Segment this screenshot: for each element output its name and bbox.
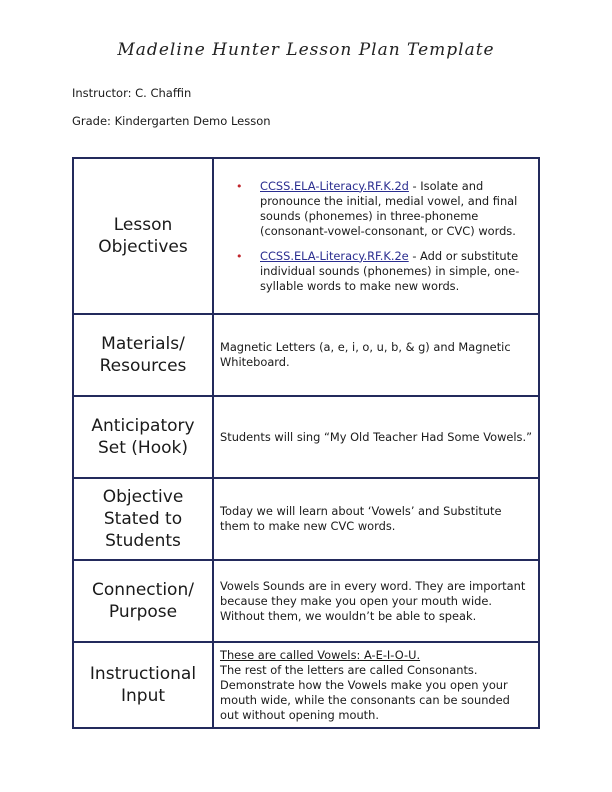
content-objective-stated: Today we will learn about ‘Vowels’ and Substitute them to make new CVC words. (213, 478, 539, 560)
row-lesson-objectives (73, 158, 539, 314)
label-line: Students (105, 531, 181, 551)
page-title: Madeline Hunter Lesson Plan Template (117, 40, 495, 60)
label-line: Instructional (89, 664, 197, 684)
instructor-line: Instructor: C. Chaffin (72, 86, 192, 100)
label-line: Objective (102, 487, 184, 507)
standard-link[interactable]: CCSS.ELA-Literacy.RF.K.2d (260, 178, 409, 193)
objective-item (236, 178, 532, 239)
bullet-icon: • (236, 249, 243, 263)
standard-link[interactable]: CCSS.ELA-Literacy.RF.K.2e (260, 248, 409, 263)
content-lesson-objectives (213, 158, 539, 314)
row-objective-stated (73, 478, 539, 560)
label-line: Purpose (108, 602, 178, 622)
label-line: Stated to (103, 509, 183, 529)
label-line: Resources (99, 356, 187, 376)
label-line: Connection/ (92, 580, 194, 600)
label-connection-purpose (73, 560, 213, 642)
label-line: Set (Hook) (97, 438, 188, 458)
grade-line: Grade: Kindergarten Demo Lesson (72, 114, 271, 128)
label-anticipatory-set (73, 396, 213, 478)
label-instructional-input (73, 642, 213, 728)
content-connection-purpose: Vowels Sounds are in every word. They are important because they make you open your mouth wide. Without them, we wouldn’t be able to speak. (213, 560, 539, 642)
label-line: Anticipatory (91, 416, 195, 436)
objective-text: - Isolate and pronounce the initial, medial vowel, and final sounds (phonemes) in three-phoneme (consonant-vowel-consonant, or CVC) words. (260, 178, 518, 238)
row-instructional-input (73, 642, 539, 728)
objective-text: - Add or substitute individual sounds (phonemes) in simple, one-syllable words to make new words. (260, 248, 520, 293)
label-lesson-objectives (73, 158, 213, 314)
consonants-text: The rest of the letters are called Consonants. Demonstrate how the Vowels make you open your mouth wide, while the consonants can be sounded out without opening mouth. (220, 662, 510, 722)
row-anticipatory-set (73, 396, 539, 478)
lesson-plan-table (72, 157, 540, 729)
row-connection-purpose (73, 560, 539, 642)
objective-item (236, 248, 532, 294)
content-anticipatory-set: Students will sing “My Old Teacher Had Some Vowels.” (213, 396, 539, 478)
content-materials: Magnetic Letters (a, e, i, o, u, b, & g) and Magnetic Whiteboard. (213, 314, 539, 396)
bullet-icon: • (236, 179, 243, 193)
objectives-list (220, 179, 532, 294)
label-line: Materials/ (101, 334, 185, 354)
label-objective-stated (73, 478, 213, 560)
label-materials (73, 314, 213, 396)
content-instructional-input (213, 642, 539, 728)
label-line: Lesson (113, 215, 173, 235)
vowels-line: These are called Vowels: A-E-I-O-U. (220, 647, 421, 662)
row-materials (73, 314, 539, 396)
label-line: Objectives (98, 237, 188, 257)
label-line: Input (120, 686, 166, 706)
